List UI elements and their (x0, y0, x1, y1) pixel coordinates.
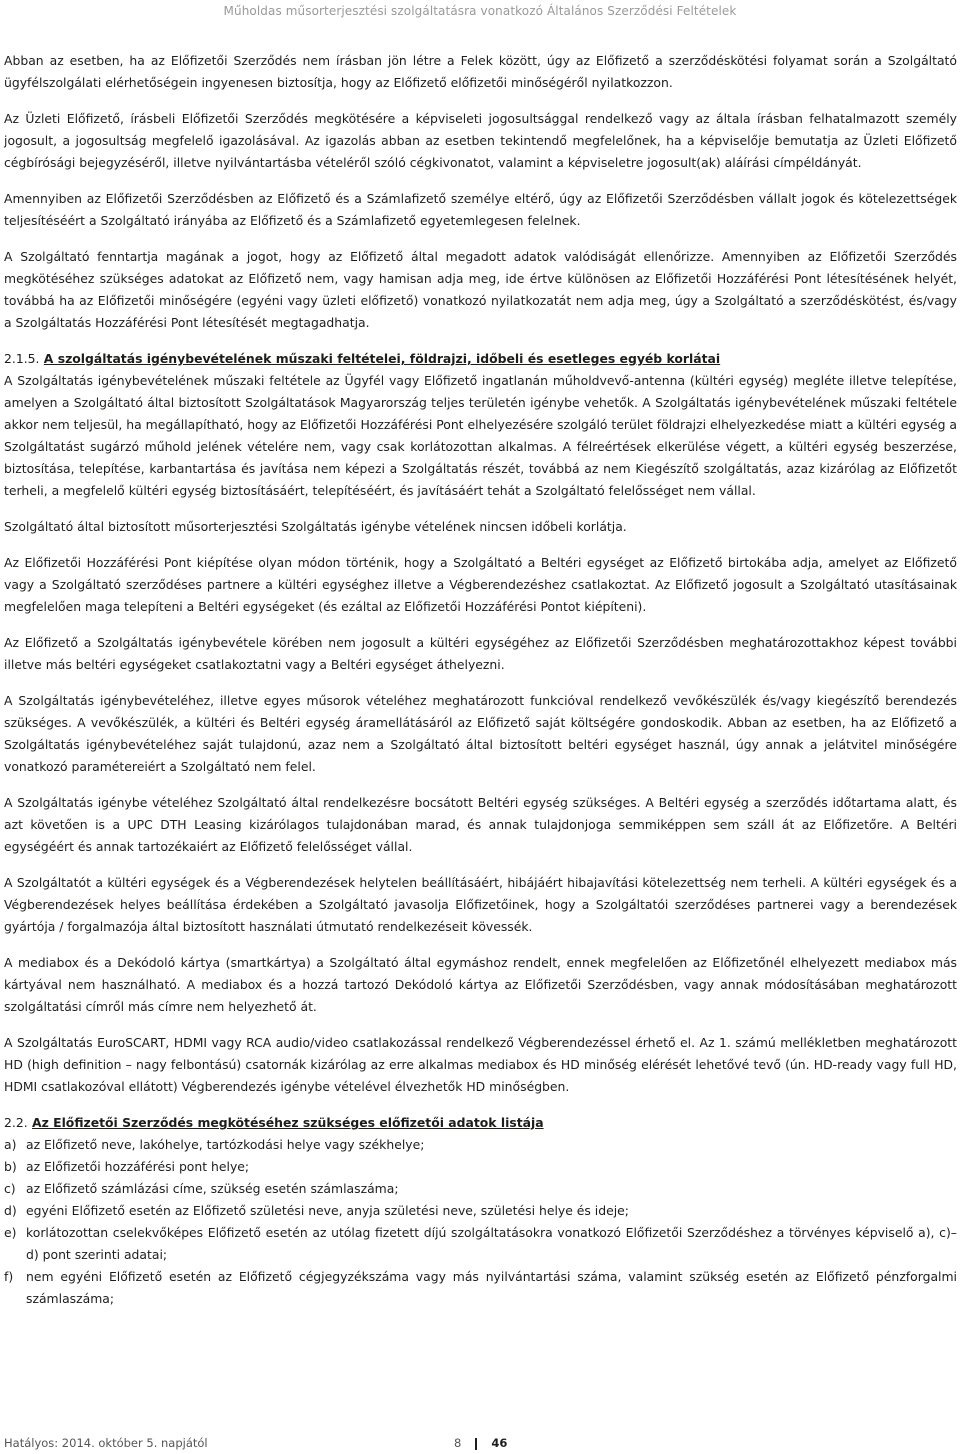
list-item-text: az Előfizetői hozzáférési pont helye; (26, 1159, 250, 1174)
list-item (4, 1266, 957, 1310)
list-item (4, 1222, 957, 1266)
paragraph: A Szolgáltatás igénybevételéhez, illetve egyes műsorok vételéhez meghatározott funkcióval rendelkező vevőkészülék és/vagy kiegészítő berendezés szükséges. A vevőkészülék, a kültéri és Beltéri egység áramellátásáról az Előfizető saját költségére gondoskodik. Abban az esetben, ha az Előfizető a Szolgáltatás igénybevételéhez saját tulajdonú, azaz nem a Szolgáltató által biztosított beltéri egységet használ, úgy annak a jelátvitel minőségére vonatkozó paramétereiért a Szolgáltató nem felel. (4, 693, 957, 774)
list-item-label: d) (4, 1203, 17, 1218)
list-item (4, 1134, 957, 1156)
paragraph: A Szolgáltatót a kültéri egységek és a Végberendezések helytelen beállításáért, hibájáért hibajavítási kötelezettség nem terheli. A kültéri egységek és a Végberendezések helyes beállítása érdekében a Szolgáltató javasolja Előfizetőinek, hogy a Szolgáltatói szerződéses partnerei vagy a berendezések gyártója / forgalmazója által biztosított használati útmutató rendelkezéseit kövessék. (4, 875, 957, 934)
list-item-text: korlátozottan cselekvőképes Előfizető esetén az utólag fizetett díjú szolgáltatásokra vonatkozó Előfizetői Szerződéshez a törvényes képviselő a), c)–d) pont szerinti adatai; (26, 1225, 957, 1262)
subscriber-data-list (4, 1134, 957, 1310)
list-item (4, 1178, 957, 1200)
document-body (4, 50, 957, 1310)
list-item-text: az Előfizető számlázási címe, szükség esetén számlaszáma; (26, 1181, 399, 1196)
section-number: 2.1.5. (4, 351, 40, 366)
paragraph: A Szolgáltatás EuroSCART, HDMI vagy RCA audio/video csatlakozással rendelkező Végberendezéssel érhető el. Az 1. számú mellékletben meghatározott HD (high definition – nagy felbontású) csatornák kizárólag az erre alkalmas mediabox és HD minőség elérését lehetővé tevő (ún. HD-ready vagy full HD, HDMI csatlakozóval ellátott) Végberendezés igénybe vételével élvezhetők HD minőségben. (4, 1035, 957, 1094)
paragraph: Amennyiben az Előfizetői Szerződésben az Előfizető és a Számlafizető személye eltérő, úgy az Előfizetői Szerződésben vállalt jogok és kötelezettségek teljesítéséért a Szolgáltató irányába az Előfizető és a Számlafizető egyetemlegesen felelnek. (4, 191, 957, 228)
running-header: Műholdas műsorterjesztési szolgáltatásra vonatkozó Általános Szerződési Feltételek (223, 4, 737, 18)
list-item (4, 1200, 957, 1222)
section-title: Az Előfizetői Szerződés megkötéséhez szükséges előfizetői adatok listája (31, 1115, 544, 1130)
section-heading-2-1-5 (4, 348, 957, 370)
section-title: A szolgáltatás igénybevételének műszaki feltételei, földrajzi, időbeli és esetleges egyéb korlátai (43, 351, 721, 366)
paragraph: A mediabox és a Dekódoló kártya (smartkártya) a Szolgáltató által egymáshoz rendelt, ennek megfelelően az Előfizetőnél elhelyezett mediabox más kártyával nem használható. A mediabox és a hozzá tartozó Dekódoló kártya az Előfizetői Szerződésben, vagy annak módosításában meghatározott szolgáltatási címről más címre nem helyezhető át. (4, 955, 957, 1014)
list-item-label: a) (4, 1137, 17, 1152)
paragraph: A Szolgáltatás igénybe vételéhez Szolgáltató által rendelkezésre bocsátott Beltéri egység szükséges. A Beltéri egység a szerződés időtartama alatt, és azt követően is a UPC DTH Leasing kizárólagos tulajdonában marad, és annak tulajdonjoga semmiképpen sem száll át az Előfizetőre. A Beltéri egységéért és annak tartozékaiért az Előfizető felelősséget vállal. (4, 795, 957, 854)
list-item-text: egyéni Előfizető esetén az Előfizető születési neve, anyja születési neve, születési helye és ideje; (26, 1203, 629, 1218)
page-number (454, 1436, 507, 1450)
paragraph: Szolgáltató által biztosított műsorterjesztési Szolgáltatás igénybe vételének nincsen időbeli korlátja. (4, 519, 627, 534)
effective-date: Hatályos: 2014. október 5. napjától (4, 1436, 208, 1450)
total-pages: 46 (491, 1436, 508, 1450)
list-item-label: e) (4, 1225, 17, 1240)
section-number: 2.2. (4, 1115, 28, 1130)
page-footer (4, 1436, 957, 1452)
paragraph: A Szolgáltató fenntartja magának a jogot, hogy az Előfizető által megadott adatok valódiságát ellenőrizze. Amennyiben az Előfizetői Szerződés megkötéséhez szükséges adatokat az Előfizető nem, vagy hamisan adja meg, ide értve különösen az Előfizetői Hozzáférési Pont létesítésének helyét, továbbá ha az Előfizetői minőségére (egyéni vagy üzleti előfizető) vonatkozó nyilatkozatát nem adja meg, úgy a Szolgáltató a szerződéskötést, és/vagy a Szolgáltatás Hozzáférési Pont létesítését megtagadhatja. (4, 249, 957, 330)
section-heading-2-2 (4, 1112, 957, 1134)
list-item-label: b) (4, 1159, 17, 1174)
current-page: 8 (454, 1436, 462, 1450)
list-item-label: f) (4, 1269, 14, 1284)
paragraph: A Szolgáltatás igénybevételének műszaki feltétele az Ügyfél vagy Előfizető ingatlanán műholdvevő-antenna (kültéri egység) megléte illetve telepítése, amelyen a Szolgáltató által biztosított Szolgáltatások Magyarország teljes területén igénybe vehetők. A Szolgáltatás igénybevételének műszaki feltétele akkor nem teljesül, ha megállapítható, hogy az Előfizetői Hozzáférési Pont elhelyezésére szolgáló terület földrajzi elhelyezkedése miatt a kültéri egység a Szolgáltatást sugárzó műhold jelének vételére nem, vagy csak korlátozottan alkalmas. A félreértések elkerülése végett, a kültéri egység beszerzése, biztosítása, telepítése, karbantartása és javítása nem képezi a Szolgáltatás részét, továbbá az nem Kiegészítő szolgáltatás, azaz kizárólag az Előfizetőt terheli, a megfelelő kültéri egység biztosításáért, telepítéséért, és javításáért tehát a Szolgáltató felelősséget nem vállal. (4, 373, 957, 498)
list-item-text: nem egyéni Előfizető esetén az Előfizető cégjegyzékszáma vagy más nyilvántartási száma, valamint szükség esetén az Előfizető pénzforgalmi számlaszáma; (26, 1269, 957, 1306)
page-separator (475, 1438, 477, 1450)
list-item-text: az Előfizető neve, lakóhelye, tartózkodási helye vagy székhelye; (26, 1137, 425, 1152)
paragraph: Az Előfizetői Hozzáférési Pont kiépítése olyan módon történik, hogy a Szolgáltató a Beltéri egységet az Előfizető birtokába adja, amelyet az Előfizető vagy a Szolgáltató szerződéses partnere a kültéri egységhez illetve a Végberendezéshez csatlakoztat. Az Előfizető jogosult a Szolgáltató utasításainak megfelelően maga telepíteni a Beltéri egységeket (és ezáltal az Előfizetői Hozzáférési Pontot kiépíteni). (4, 555, 957, 614)
paragraph: Az Üzleti Előfizető, írásbeli Előfizetői Szerződés megkötésére a képviseleti jogosultsággal rendelkező vagy az általa írásban felhatalmazott személy jogosult, a jogosultság megfelelő igazolásával. Az igazolás abban az esetben tekintendő megfelelőnek, ha a képviselője bemutatja az Üzleti Előfizető cégbírósági bejegyzéséről, illetve nyilvántartásba vételéről szóló cégkivonatot, valamint a képviseletre jogosult(ak) aláírási címpéldányát. (4, 111, 957, 170)
paragraph: Az Előfizető a Szolgáltatás igénybevétele körében nem jogosult a kültéri egységéhez az Előfizetői Szerződésben meghatározottakhoz képest további illetve más beltéri egységeket csatlakoztatni vagy a Beltéri egységet áthelyezni. (4, 635, 957, 672)
list-item (4, 1156, 957, 1178)
list-item-label: c) (4, 1181, 16, 1196)
paragraph: Abban az esetben, ha az Előfizetői Szerződés nem írásban jön létre a Felek között, úgy az Előfizető a szerződéskötési folyamat során a Szolgáltató ügyfélszolgálati elérhetőségein ingyenesen biztosítja, hogy az Előfizető előfizetői minőségéről nyilatkozzon. (4, 53, 957, 90)
